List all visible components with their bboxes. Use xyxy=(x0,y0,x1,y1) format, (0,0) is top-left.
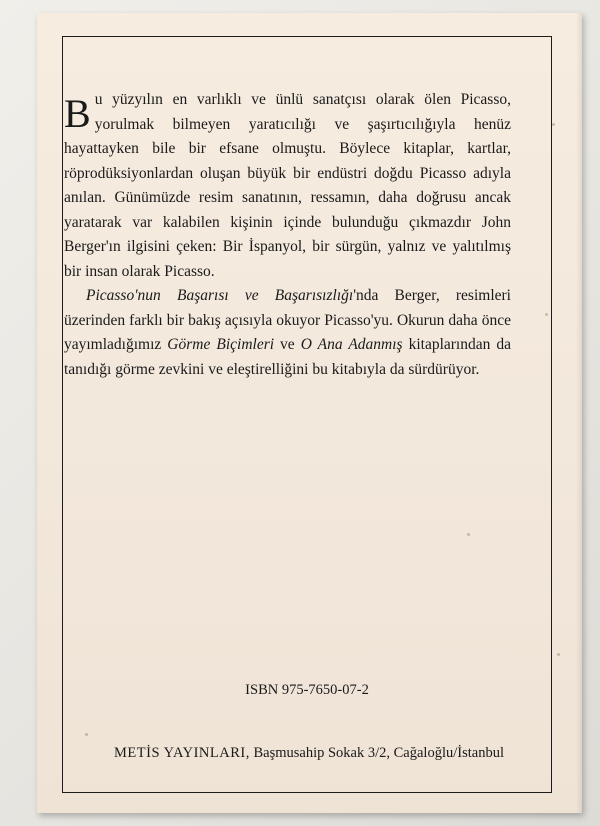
book-title-italic: Picasso'nun Başarısı ve Başarısızlığı xyxy=(86,287,354,304)
age-speck xyxy=(545,313,548,316)
paragraph-2-text-c: kitaplarından da tanıdığı görme zevkini ve eleştirelliğini bu kitabıyla da sürdürüyor. xyxy=(64,336,511,378)
paragraph-2-text-a: 'nda Berger, resimleri üzerinden farklı bir bakış açısıyla okuyor Picasso'yu. Okurun daha önce yayımladığımız xyxy=(64,287,511,353)
age-speck xyxy=(557,653,560,656)
blurb-text xyxy=(64,88,511,382)
publisher-line xyxy=(0,745,600,762)
blurb-paragraph-2 xyxy=(64,284,511,382)
age-speck xyxy=(552,123,555,126)
age-speck xyxy=(85,733,88,736)
age-speck xyxy=(467,533,470,536)
book-title-gorme-bicimleri: Görme Biçimleri xyxy=(167,336,275,353)
blurb-paragraph-1 xyxy=(64,88,511,284)
paragraph-1-text: u yüzyılın en varlıklı ve ünlü sanatçısı olarak ölen Picasso, yorulmak bilmeyen yaratıcılığı ve şaşırtıcılığıyla henüz hayattayken bile bir efsane olmuştu. Böylece kitaplar, kartlar, röprodüksiyonlardan oluşan büyük bir endüstri doğdu Picasso adıyla anılan. Günümüzde resim sanatının, ressamın, daha doğrusu ancak yaratarak var kalabilen kişinin içinde bulunduğu çıkmazdır John Berger'ın ilgisini çeken: Bir İspanyol, bir sürgün, yalnız ve yalıtılmış bir insan olarak Picasso. xyxy=(64,91,511,280)
book-title-o-ana-adanmis: O Ana Adanmış xyxy=(300,336,403,353)
isbn-number: ISBN 975-7650-07-2 xyxy=(245,682,369,698)
publisher-name: METİS YAYINLARI, xyxy=(114,745,250,761)
publisher-address: Başmusahip Sokak 3/2, Cağaloğlu/İstanbul xyxy=(249,745,504,761)
drop-cap-letter: B xyxy=(64,91,91,136)
paragraph-2-text-b: ve xyxy=(274,336,301,353)
